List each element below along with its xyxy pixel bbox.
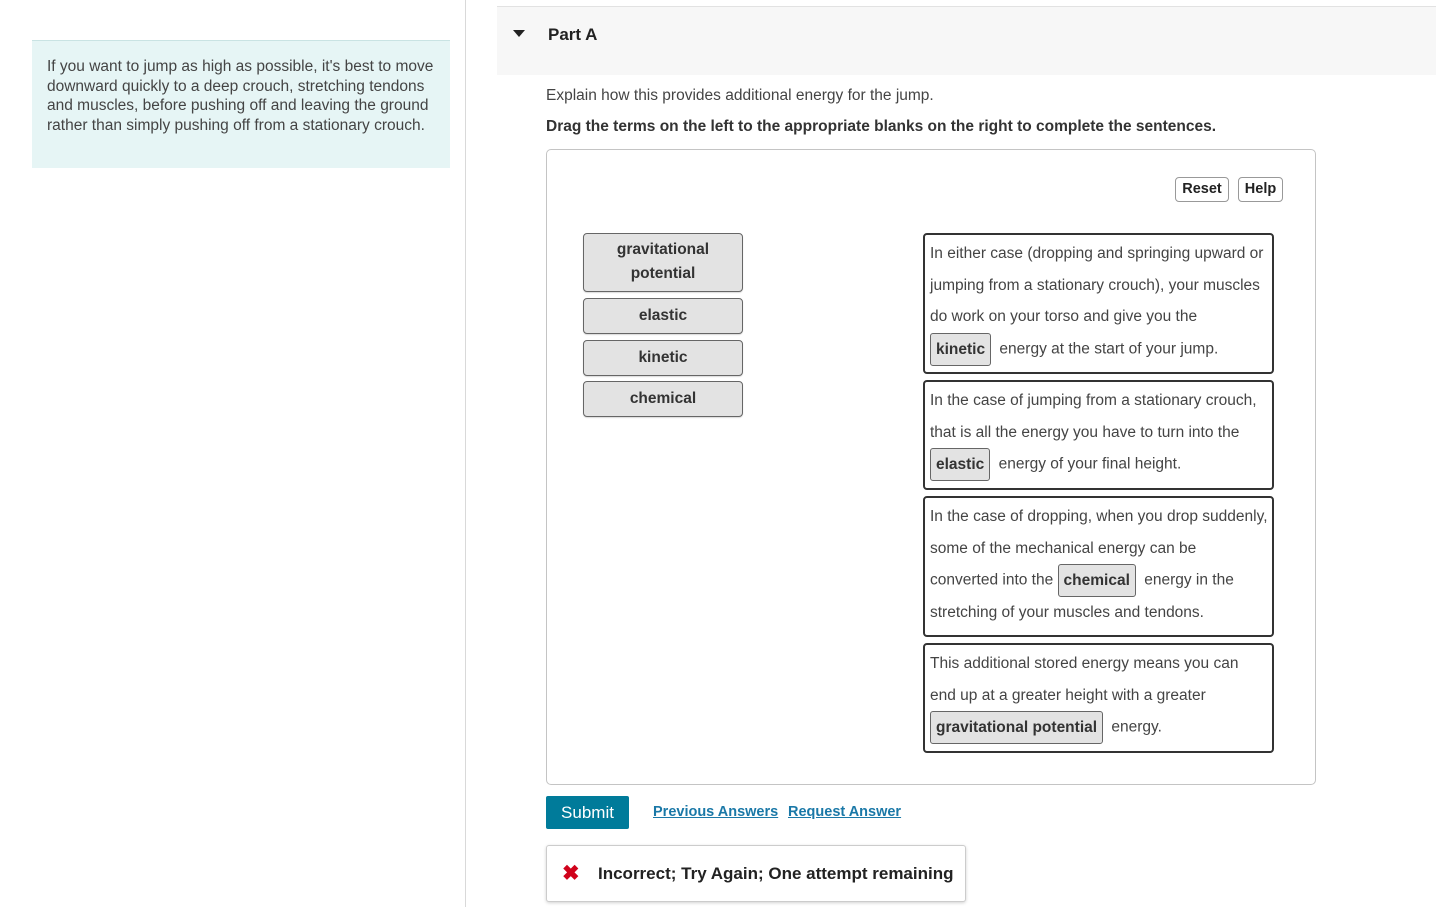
drop-target-filled[interactable]: gravitational potential [930, 711, 1103, 744]
previous-answers-link[interactable]: Previous Answers [653, 804, 779, 820]
sentence-text-before: In the case of jumping from a stationary crouch, that is all the energy you have to turn into the [930, 392, 1257, 441]
reset-button[interactable]: Reset [1175, 177, 1229, 202]
sentence-text-after: energy at the start of your jump. [999, 340, 1219, 358]
sentence-text-before: This additional stored energy means you can end up at a greater height with a greater [930, 655, 1239, 704]
submit-button[interactable]: Submit [546, 796, 629, 829]
context-box [32, 40, 450, 168]
sentence-text-after: energy. [1111, 718, 1162, 736]
term-gravitational-potential[interactable]: gravitational potential [583, 233, 743, 292]
term-chemical[interactable]: chemical [583, 381, 743, 417]
part-title: Part A [548, 25, 598, 44]
drop-target-filled[interactable]: chemical [1058, 564, 1136, 597]
sentence-text-before: In either case (dropping and springing upward or jumping from a stationary crouch), your muscles do work on your torso and give you the [930, 245, 1264, 325]
drop-target-filled[interactable]: kinetic [930, 333, 991, 366]
sentence-text-after: energy in the stretching of your muscles and tendons. [930, 571, 1234, 621]
help-button[interactable]: Help [1238, 177, 1283, 202]
term-kinetic[interactable]: kinetic [583, 340, 743, 376]
term-elastic[interactable]: elastic [583, 298, 743, 334]
collapse-caret-icon[interactable] [513, 30, 525, 37]
drag-drop-workspace [546, 149, 1316, 785]
sentence-2 [923, 380, 1274, 490]
sentence-text-before: In the case of dropping, when you drop suddenly, some of the mechanical energy can be converted into the [930, 508, 1268, 589]
feedback-box [546, 845, 966, 902]
sentence-text-after: energy of your final height. [998, 455, 1182, 473]
sentence-3 [923, 496, 1274, 637]
x-icon: ✖ [562, 862, 580, 885]
part-a-header[interactable] [497, 6, 1436, 75]
context-text: If you want to jump as high as possible, it's best to move downward quickly to a deep crouch, stretching tendons and muscles, before pushing off and leaving the ground rather than simply pushing off from a stationary crouch. [47, 58, 434, 134]
sentence-1 [923, 233, 1274, 374]
drop-target-filled[interactable]: elastic [930, 448, 990, 481]
question-prompt: Explain how this provides additional energy for the jump. [546, 87, 934, 104]
question-instruction: Drag the terms on the left to the appropriate blanks on the right to complete the sentences. [546, 118, 1217, 135]
request-answer-link[interactable]: Request Answer [788, 804, 902, 820]
feedback-text: Incorrect; Try Again; One attempt remaining [598, 864, 954, 883]
sentence-4 [923, 643, 1274, 753]
left-panel [0, 0, 466, 907]
